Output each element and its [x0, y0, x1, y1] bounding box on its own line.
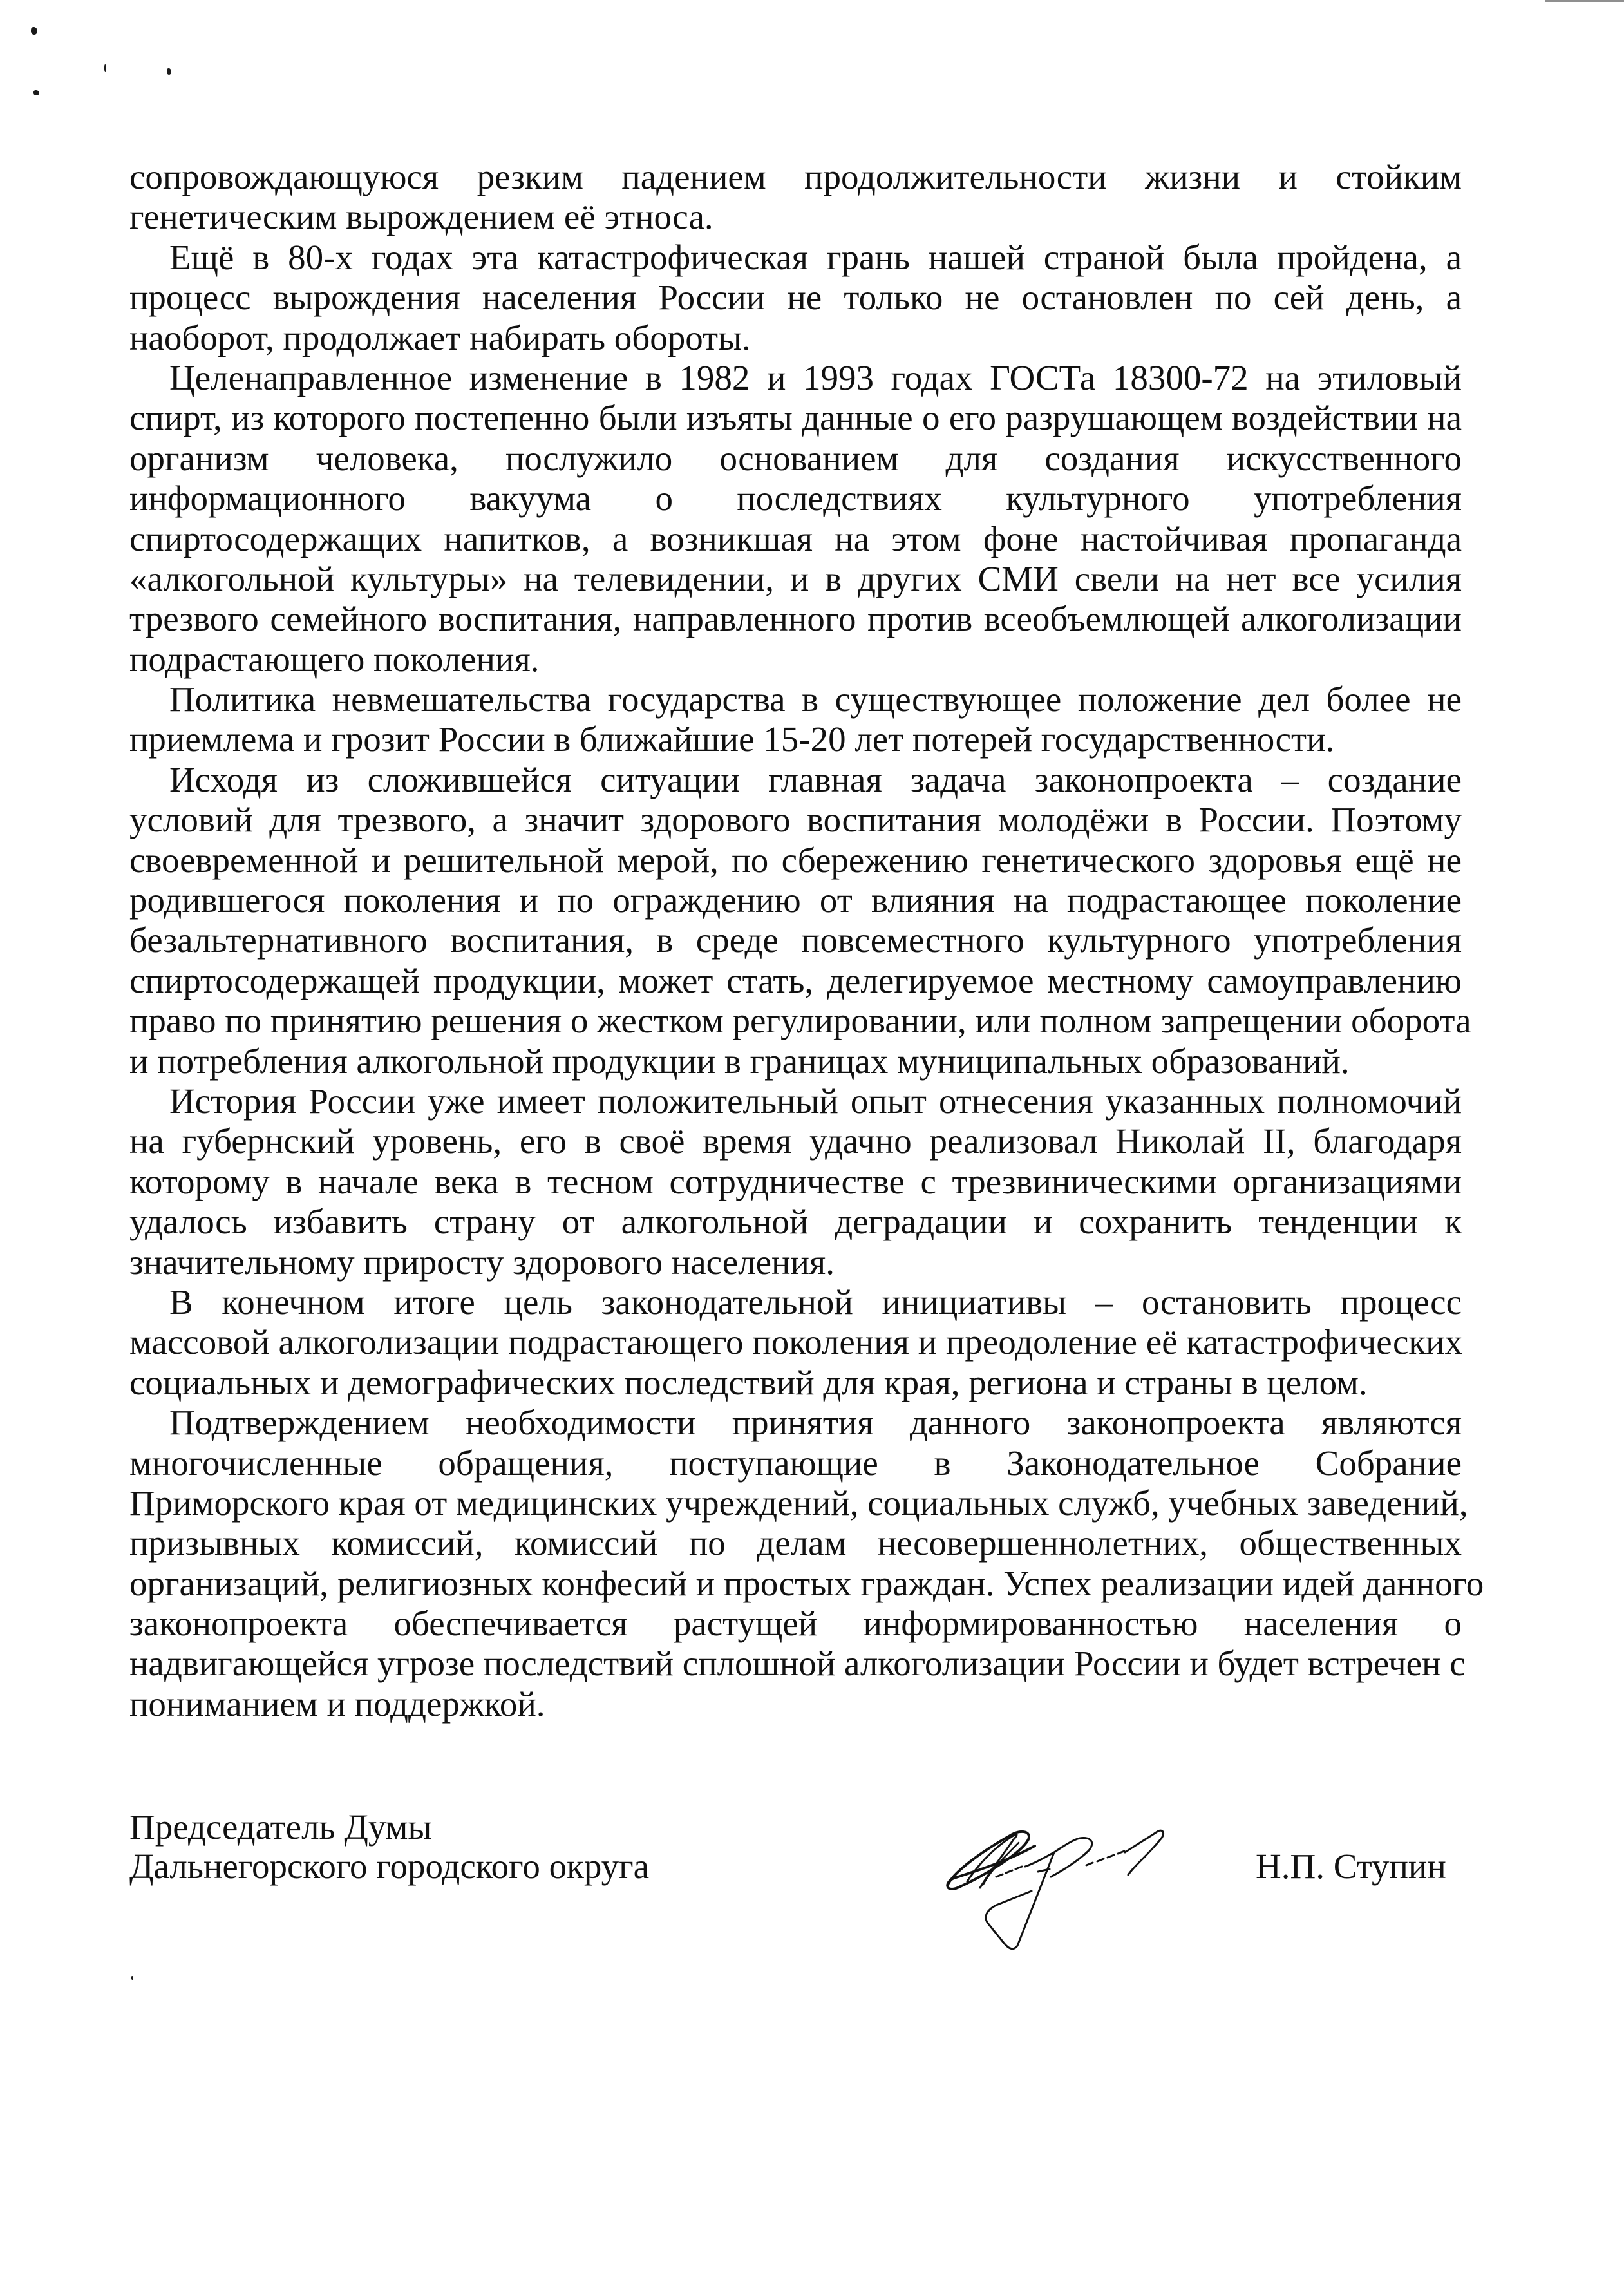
text-line: своевременной и решительной мерой, по сбережению генетического здоровья ещё не	[129, 840, 1462, 880]
text-line: наоборот, продолжает набирать обороты.	[129, 318, 751, 357]
text-line: Целенаправленное изменение в 1982 и 1993 годах ГОСТа 18300-72 на этиловый	[169, 357, 1462, 397]
text-line: процесс вырождения населения России не только не остановлен по сей день, а	[129, 278, 1462, 318]
paragraph	[129, 1081, 1462, 1282]
document-body	[129, 157, 1484, 1724]
text-line: социальных и демографических последствий для края, региона и страны в целом.	[129, 1362, 1368, 1402]
paragraph	[129, 1282, 1462, 1403]
paragraph	[129, 358, 1462, 679]
text-line: призывных комиссий, комиссий по делам несовершеннолетних, общественных	[129, 1523, 1462, 1563]
text-line: трезвого семейного воспитания, направленного против всеобъемлющей алкоголизации	[129, 599, 1462, 639]
text-line: условий для трезвого, а значит здорового воспитания молодёжи в России. Поэтому	[129, 800, 1462, 840]
handwritten-signature-icon	[941, 1827, 1167, 1955]
text-line: История России уже имеет положительный опыт отнесения указанных полномочий	[169, 1081, 1462, 1121]
text-line: В конечном итоге цель законодательной инициативы – остановить процесс	[169, 1282, 1462, 1322]
signatory-position: Председатель Думы	[129, 1807, 432, 1847]
text-line: информационного вакуума о последствиях культурного употребления	[129, 479, 1462, 518]
scan-artifact	[1545, 0, 1624, 2]
scan-speck	[31, 27, 37, 35]
text-line: приемлема и грозит России в ближайшие 15-20 лет потерей государственности.	[129, 719, 1335, 759]
text-line: организм человека, послужило основанием для создания искусственного	[129, 438, 1462, 478]
text-line: которому в начале века в тесном сотрудничестве с трезвиническими организациями	[129, 1161, 1462, 1201]
signatory-organization: Дальнегорского городского округа	[129, 1847, 650, 1886]
text-line: генетическим вырождением её этноса.	[129, 197, 713, 237]
text-line: на губернский уровень, его в своё время удачно реализовал Николай II, благодаря	[129, 1121, 1462, 1161]
text-line: пониманием и поддержкой.	[129, 1684, 545, 1724]
text-line: сопровождающуюся резким падением продолжительности жизни и стойким	[129, 157, 1462, 196]
text-line: Подтверждением необходимости принятия данного законопроекта являются	[169, 1403, 1462, 1443]
text-line: «алкогольной культуры» на телевидении, и в других СМИ свели на нет все усилия	[129, 558, 1462, 598]
text-line: массовой алкоголизации подрастающего поколения и преодоление её катастрофических	[129, 1322, 1463, 1362]
text-line: и потребления алкогольной продукции в границах муниципальных образований.	[129, 1041, 1350, 1081]
scan-speck	[33, 90, 39, 95]
text-line: безальтернативного воспитания, в среде повсеместного культурного употребления	[129, 920, 1462, 960]
paragraph	[129, 238, 1462, 358]
text-line: Политика невмешательства государства в существующее положение дел более не	[169, 679, 1462, 719]
text-line: надвигающейся угрозе последствий сплошной алкоголизации России и будет встречен с	[129, 1644, 1466, 1684]
signatory-name: Н.П. Ступин	[1256, 1847, 1446, 1886]
scan-speck	[104, 64, 106, 72]
paragraph	[129, 759, 1471, 1081]
text-line: Ещё в 80-х годах эта катастрофическая грань нашей страной была пройдена, а	[169, 237, 1462, 277]
text-line: значительному приросту здорового населения.	[129, 1242, 835, 1282]
paragraph	[129, 157, 1462, 238]
text-line: многочисленные обращения, поступающие в Законодательное Собрание	[129, 1443, 1462, 1483]
text-line: Исходя из сложившейся ситуации главная задача законопроекта – создание	[169, 759, 1462, 799]
text-line: законопроекта обеспечивается растущей информированностью населения о	[129, 1604, 1462, 1644]
paragraph	[129, 679, 1462, 760]
scan-speck	[131, 1976, 133, 1980]
text-line: родившегося поколения и по ограждению от влияния на подрастающее поколение	[129, 880, 1462, 920]
scan-speck	[167, 68, 171, 75]
text-line: спиртосодержащих напитков, а возникшая на этом фоне настойчивая пропаганда	[129, 518, 1462, 558]
text-line: спирт, из которого постепенно были изъяты данные о его разрушающем воздействии на	[129, 398, 1462, 438]
paragraph	[129, 1403, 1484, 1724]
text-line: подрастающего поколения.	[129, 639, 540, 679]
text-line: удалось избавить страну от алкогольной деградации и сохранить тенденции к	[129, 1202, 1462, 1242]
text-line: право по принятию решения о жестком регулировании, или полном запрещении оборота	[129, 1001, 1471, 1041]
text-line: организаций, религиозных конфесий и простых граждан. Успех реализации идей данного	[129, 1563, 1484, 1603]
text-line: спиртосодержащей продукции, может стать, делегируемое местному самоуправлению	[129, 960, 1462, 1000]
text-line: Приморского края от медицинских учреждений, социальных служб, учебных заведений,	[129, 1483, 1468, 1523]
